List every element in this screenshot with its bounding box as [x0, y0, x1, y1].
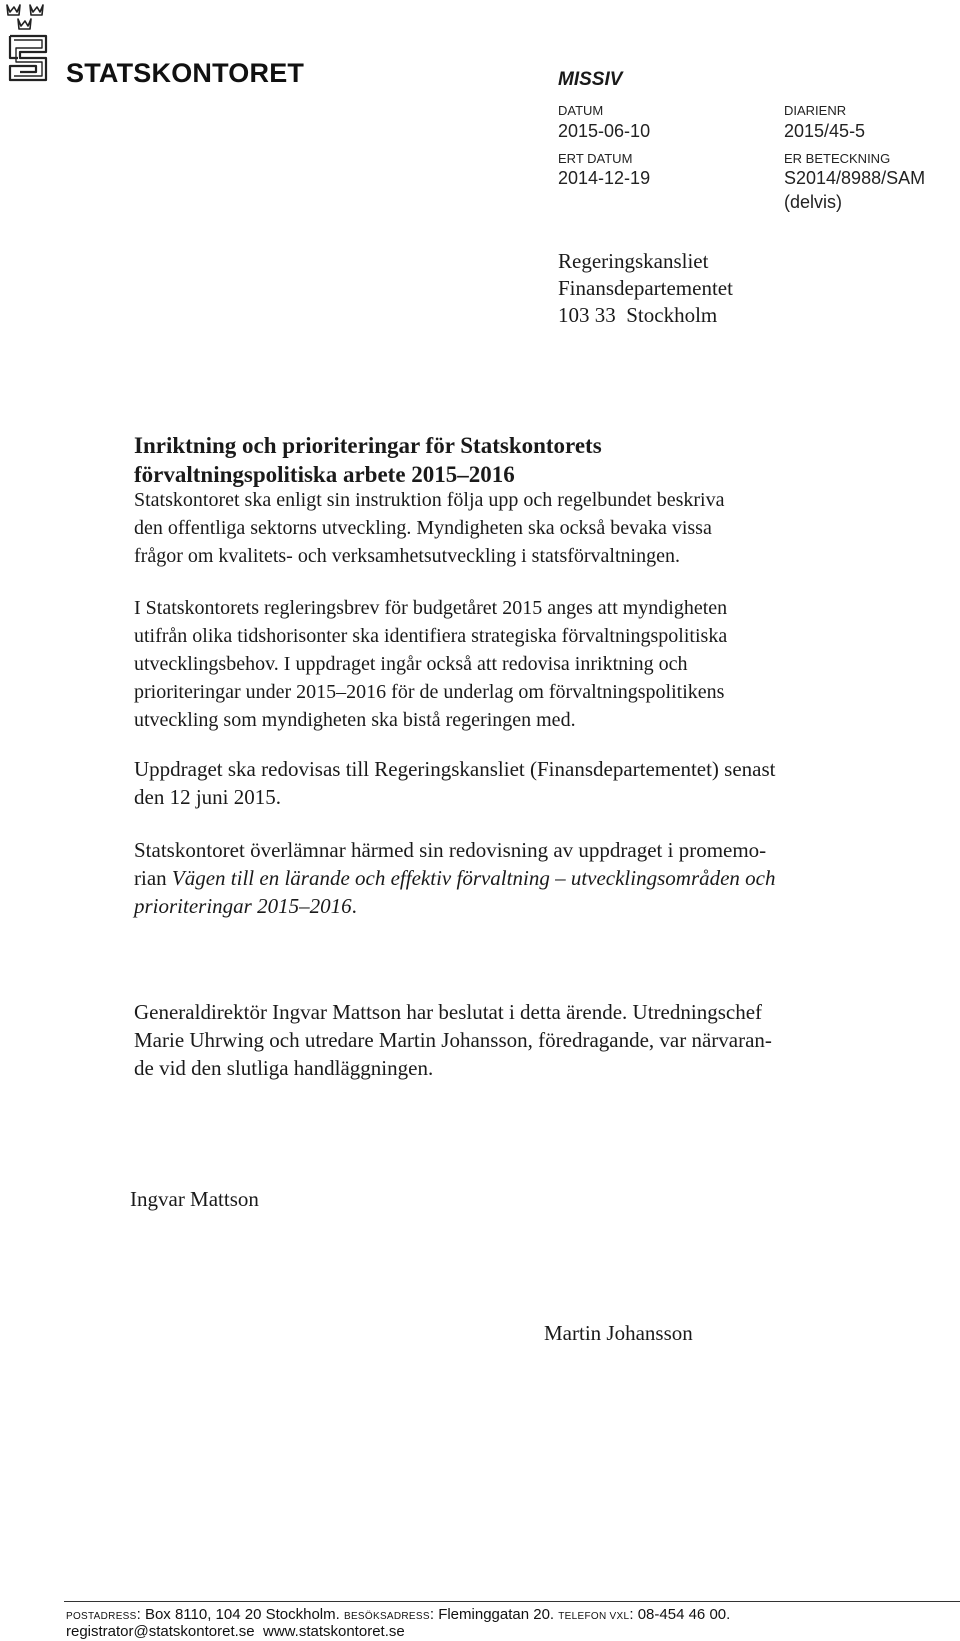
besoksadress-value: Fleminggatan 20. — [438, 1606, 555, 1623]
p2-line-2: utifrån olika tidshorisonter ska identifiera strategiska förvaltningspolitiska — [134, 625, 728, 647]
signature-martin-johansson: Martin Johansson — [544, 1321, 693, 1345]
diarienr-value: 2015/45-5 — [784, 121, 866, 141]
p1-line-1: Statskontoret ska enligt sin instruktion följa upp och regelbundet beskriva — [134, 489, 725, 511]
paragraph-5 — [134, 998, 894, 1082]
p5-line-1: Generaldirektör Ingvar Mattson har beslutat i detta ärende. Utredningschef — [134, 1000, 763, 1024]
title-line-2: förvaltningspolitiska arbete 2015–2016 — [134, 462, 515, 487]
telefon-label: TELEFON VXL — [558, 1611, 630, 1622]
footer-email-link[interactable]: registrator@statskontoret.se — [66, 1623, 255, 1640]
memo-title-part-1: Vägen till en lärande och effektiv förvaltning – utvecklingsområden och — [171, 866, 776, 890]
er-beteckning-note: (delvis) — [784, 192, 843, 212]
postadress-value: Box 8110, 104 20 Stockholm. — [144, 1606, 340, 1623]
brand-wordmark: STATSKONTORET — [66, 58, 305, 88]
footer-contact-line — [66, 1623, 405, 1640]
telefon-value: 08-454 46 00. — [637, 1606, 731, 1623]
recipient-line-2: Finansdepartementet — [558, 276, 733, 300]
p3-line-1: Uppdraget ska redovisas till Regeringskansliet (Finansdepartementet) senast — [134, 757, 776, 781]
p2-line-3: utvecklingsbehov. I uppdraget ingår också att redovisa inriktning och — [134, 653, 688, 675]
p2-line-4: prioriteringar under 2015–2016 för de underlag om förvaltningspolitikens — [134, 681, 725, 703]
statskontoret-crown-logo-icon — [4, 0, 52, 90]
er-beteckning-label: ER BETECKNING — [784, 151, 891, 166]
footer-web-link[interactable]: www.statskontoret.se — [262, 1623, 405, 1640]
p5-line-2: Marie Uhrwing och utredare Martin Johansson, föredragande, var närvaran- — [134, 1028, 772, 1052]
paragraph-2 — [134, 594, 894, 734]
signature-ingvar-mattson: Ingvar Mattson — [130, 1187, 259, 1211]
datum-value: 2015-06-10 — [558, 121, 651, 141]
p3-line-2: den 12 juni 2015. — [134, 785, 281, 809]
title-line-1: Inriktning och prioriteringar för Statskontorets — [134, 433, 602, 458]
p1-line-3: frågor om kvalitets- och verksamhetsutveckling i statsförvaltningen. — [134, 545, 680, 567]
p4-line-1: Statskontoret överlämnar härmed sin redovisning av uppdraget i promemo- — [134, 838, 767, 862]
diarienr-label: DIARIENR — [784, 103, 847, 118]
p4-line-3-suffix: . — [351, 894, 357, 918]
footer-address-line: POSTADRESS: Box 8110, 104 20 Stockholm. BESÖKSADRESS: Fleminggatan 20. TELEFON VXL: 08-454 46 00. — [66, 1606, 731, 1623]
paragraph-4 — [134, 836, 894, 920]
p2-line-1: I Statskontorets regleringsbrev för budgetåret 2015 anges att myndigheten — [134, 597, 728, 619]
p1-line-2: den offentliga sektorns utveckling. Myndigheten ska också bevaka vissa — [134, 517, 712, 539]
p4-line-2-prefix: rian — [134, 866, 172, 890]
paragraph-3 — [134, 755, 894, 811]
besoksadress-label: BESÖKSADRESS — [343, 1611, 430, 1622]
paragraph-1 — [134, 486, 894, 570]
memo-title-part-2: prioriteringar 2015–2016 — [134, 894, 352, 918]
p5-line-3: de vid den slutliga handläggningen. — [134, 1056, 434, 1080]
p2-line-5: utveckling som myndigheten ska bistå regeringen med. — [134, 709, 576, 731]
recipient-line-1: Regeringskansliet — [558, 249, 709, 273]
ert-datum-label: ERT DATUM — [558, 151, 633, 166]
page-title — [134, 431, 894, 489]
recipient-line-3: 103 33 Stockholm — [558, 303, 718, 327]
ert-datum-value: 2014-12-19 — [558, 168, 651, 188]
er-beteckning-value: S2014/8988/SAM — [784, 168, 926, 188]
postadress-label: POSTADRESS — [66, 1611, 137, 1622]
footer-divider — [64, 1601, 960, 1602]
datum-label: DATUM — [558, 103, 604, 118]
document-type: MISSIV — [558, 69, 623, 90]
